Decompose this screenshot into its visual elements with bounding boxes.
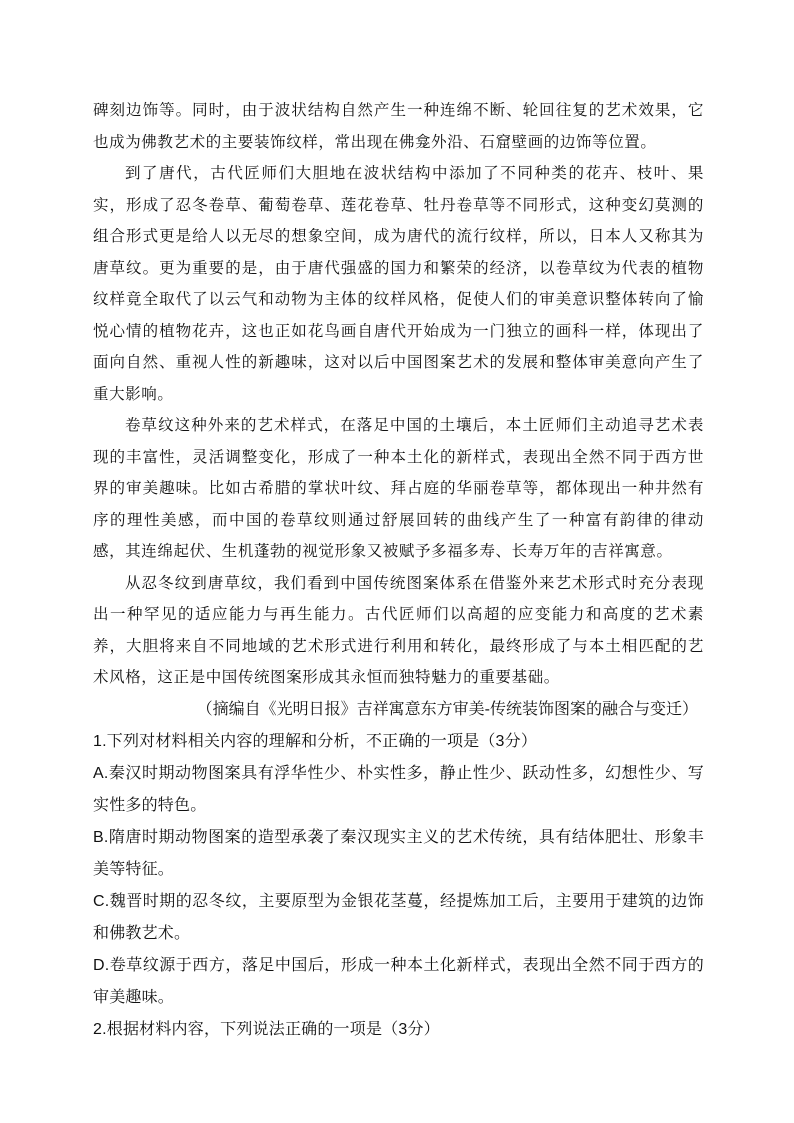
passage-paragraph-2: 到了唐代，古代匠师们大胆地在波状结构中添加了不同种类的花卉、枝叶、果实，形成了忍冬卷草、葡萄卷草、莲花卷草、牡丹卷草等不同形式，这种变幻莫测的组合形式更是给人以无尽的想象空间，成为唐代的流行纹样，所以，日本人又称其为唐草纹。更为重要的是，由于唐代强盛的国力和繁荣的经济，以卷草纹为代表的植物纹样竟全取代了以云气和动物为主体的纹样风格，促使人们的审美意识整体转向了愉悦心情的植物花卉，这也正如花鸟画自唐代开始成为一门独立的画科一样，体现出了面向自然、重视人性的新趣味，这对以后中国图案艺术的发展和整体审美意向产生了重大影响。 bbox=[93, 164, 704, 403]
question-stem: 2.根据材料内容，下列说法正确的一项是（3分） bbox=[93, 1020, 440, 1038]
question-2 bbox=[93, 1014, 704, 1046]
question-list bbox=[93, 726, 704, 1046]
question-1 bbox=[93, 726, 704, 1014]
option-d: D.卷草纹源于西方，落足中国后，形成一种本土化新样式，表现出全然不同于西方的审美趣味。 bbox=[93, 956, 704, 1006]
option-a: A.秦汉时期动物图案具有浮华性少、朴实性多，静止性少、跃动性多，幻想性少、写实性多的特色。 bbox=[93, 764, 704, 814]
passage-source: （摘编自《光明日报》吉祥寓意东方审美-传统装饰图案的融合与变迁） bbox=[196, 700, 698, 718]
passage-paragraph-1: 碑刻边饰等。同时，由于波状结构自然产生一种连绵不断、轮回往复的艺术效果，它也成为佛教艺术的主要装饰纹样，常出现在佛龛外沿、石窟壁画的边饰等位置。 bbox=[93, 101, 704, 151]
passage-paragraph-3: 卷草纹这种外来的艺术样式，在落足中国的土壤后，本土匠师们主动追寻艺术表现的丰富性，灵活调整变化，形成了一种本土化的新样式，表现出全然不同于西方世界的审美趣味。比如古希腊的掌状叶纹、拜占庭的华丽卷草等，都体现出一种井然有序的理性美感，而中国的卷草纹则通过舒展回转的曲线产生了一种富有韵律的律动感，其连绵起伏、生机蓬勃的视觉形象又被赋予多福多寿、长寿万年的吉祥寓意。 bbox=[93, 416, 704, 560]
option-b: B.隋唐时期动物图案的造型承袭了秦汉现实主义的艺术传统，具有结体肥壮、形象丰美等特征。 bbox=[93, 828, 704, 878]
reading-passage bbox=[93, 95, 704, 694]
option-c: C.魏晋时期的忍冬纹，主要原型为金银花茎蔓，经提炼加工后，主要用于建筑的边饰和佛教艺术。 bbox=[93, 892, 704, 942]
passage-paragraph-4: 从忍冬纹到唐草纹，我们看到中国传统图案体系在借鉴外来艺术形式时充分表现出一种罕见的适应能力与再生能力。古代匠师们以高超的应变能力和高度的艺术素养，大胆将来自不同地域的艺术形式进行利用和转化，最终形成了与本土相匹配的艺术风格，这正是中国传统图案形成其永恒而独特魅力的重要基础。 bbox=[93, 573, 704, 686]
question-stem: 1.下列对材料相关内容的理解和分析，不正确的一项是（3分） bbox=[93, 732, 538, 750]
